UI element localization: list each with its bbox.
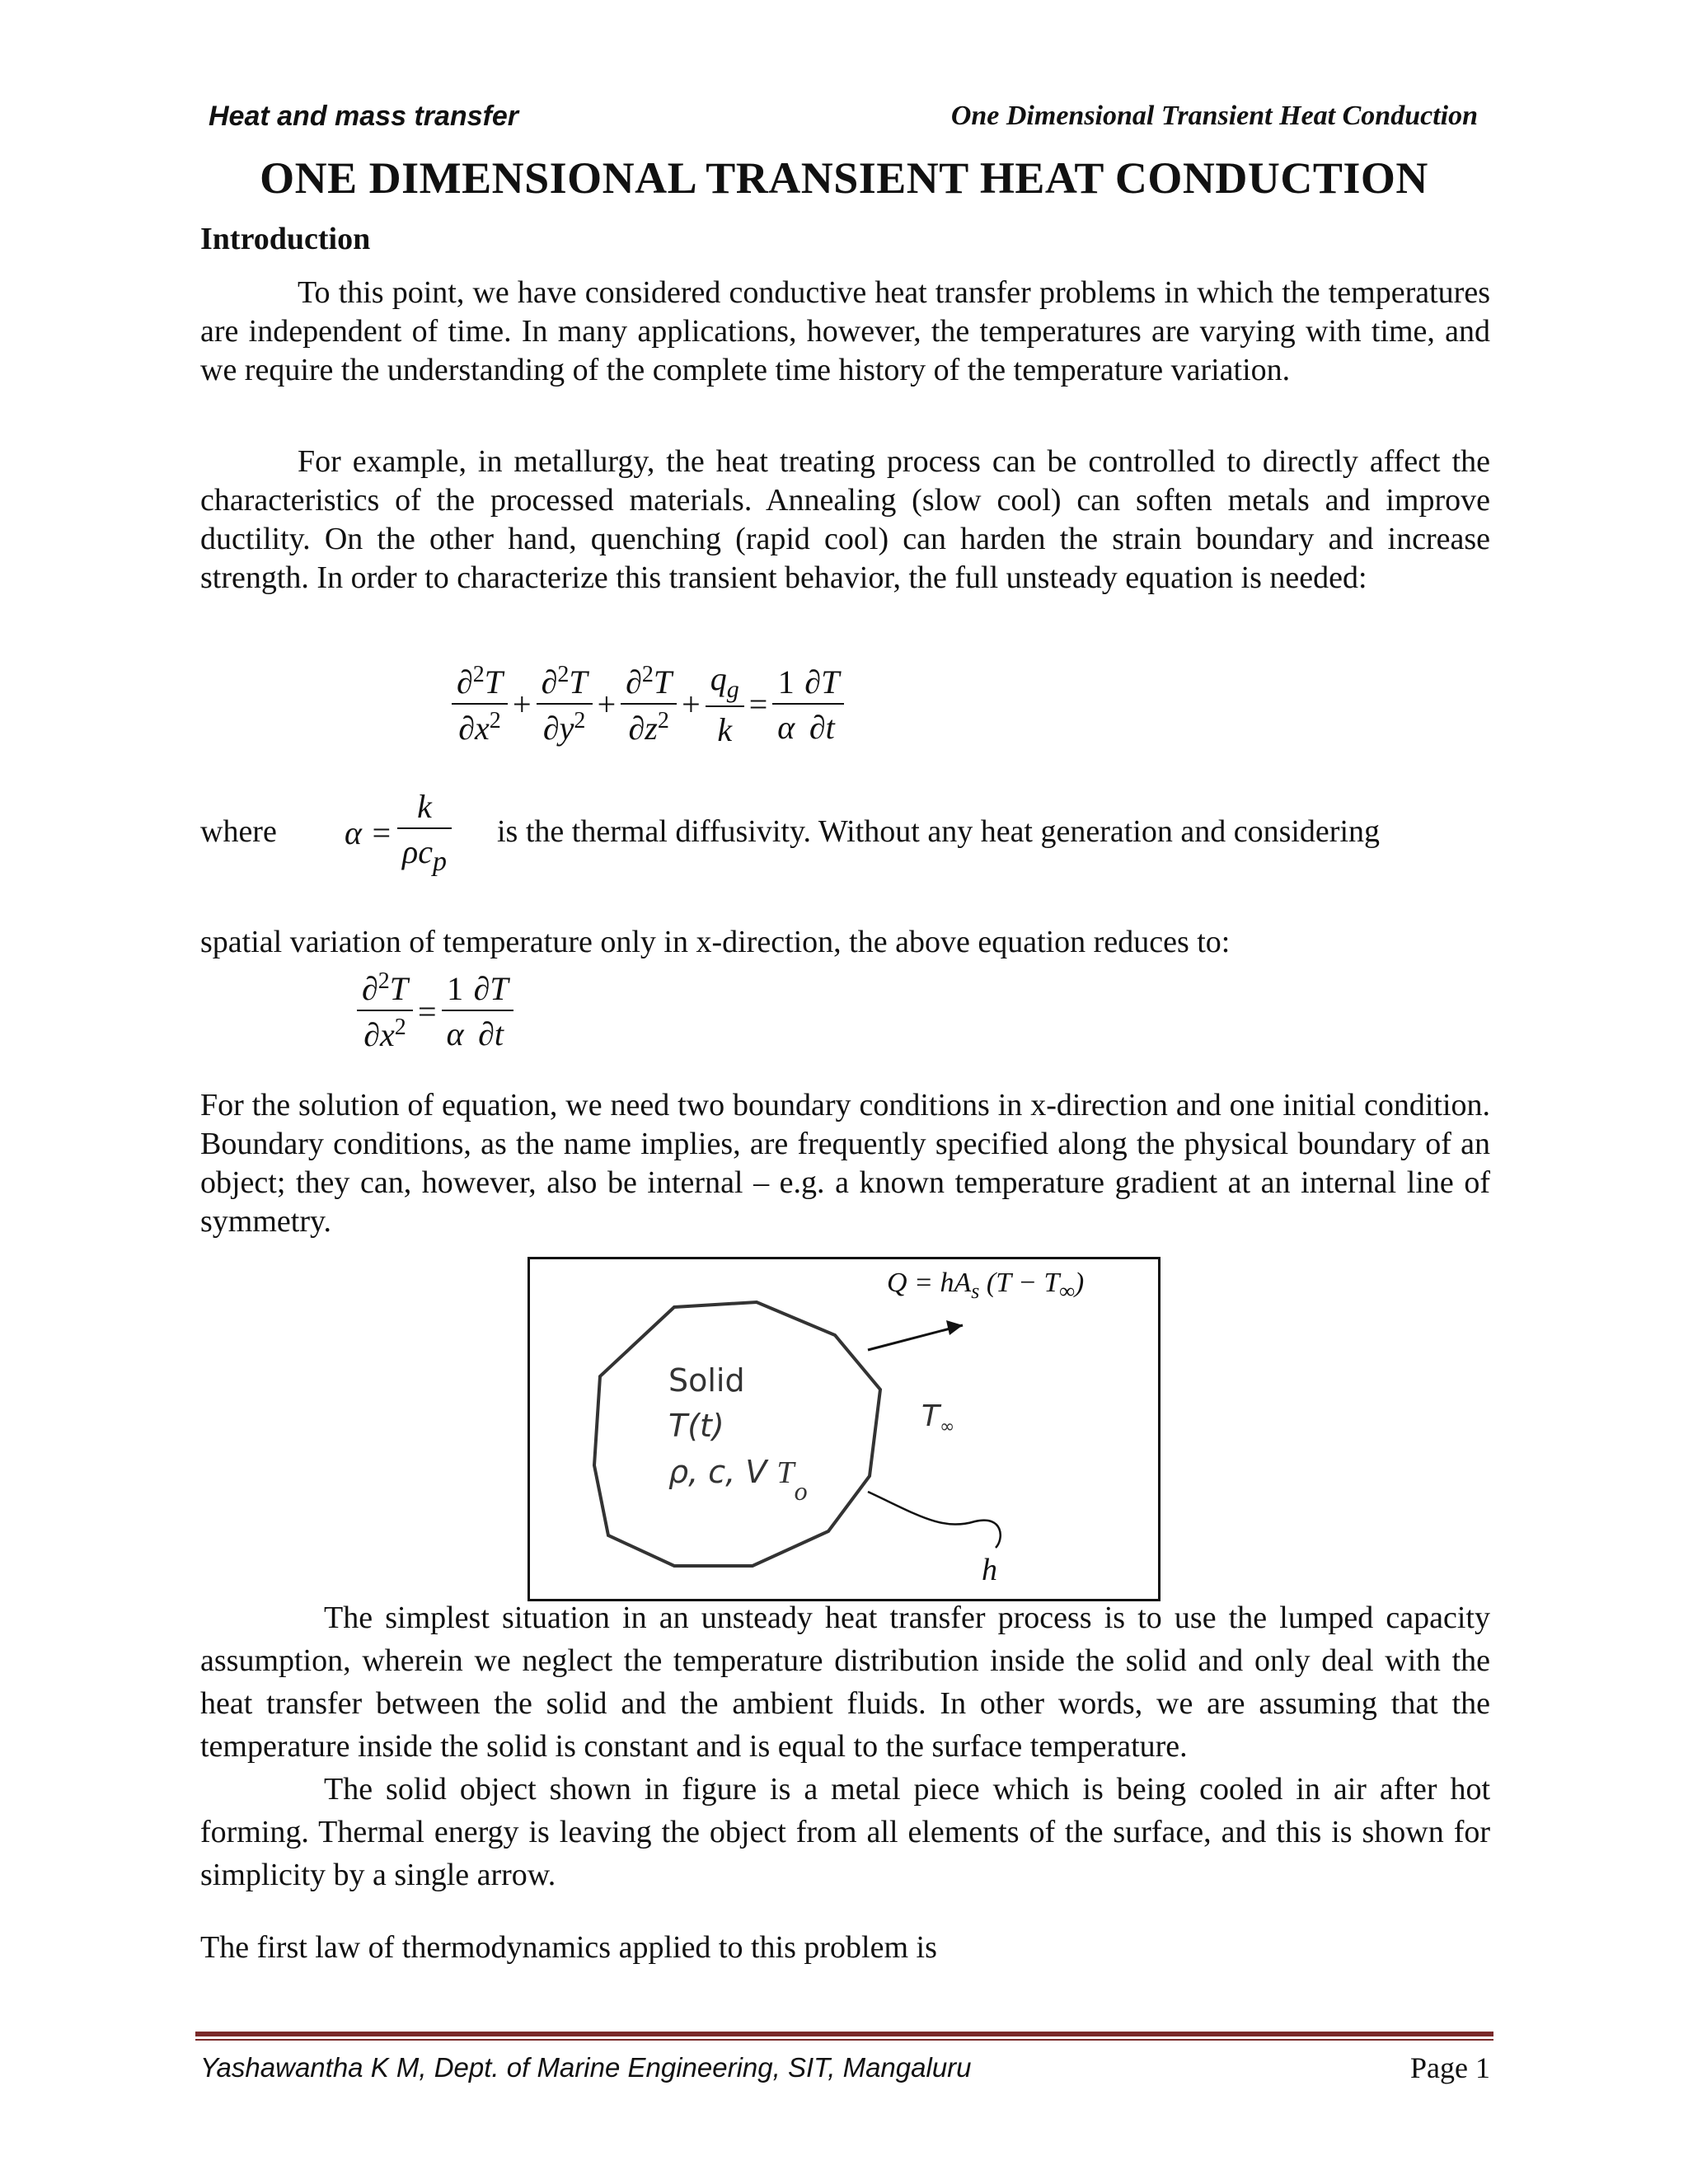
alpha-definition: α = $\frac{k}{\rho c_p}$ — [340, 787, 452, 878]
heat-rate-label: $Q = hA_s$ $(T - T_\infty)$ — [887, 1268, 1085, 1303]
paragraph-6: The solid object shown in figure is a metal piece which is being cooled in air after hot forming. Thermal energy is leaving the object from all elements of the surface, and this is shown for simplicity by a single arrow. — [200, 1772, 1490, 1892]
paragraph-2: For example, in metallurgy, the heat treating process can be controlled to directly affect the characteristics of the processed materials. Annealing (slow cool) can soften metals and improve ductility. On the other hand, quenching (rapid cool) can harden the strain boundary and increase strength. In order to characterize this transient behavior, the full unsteady equation is needed: — [200, 444, 1490, 595]
eq1-term-gen: $\frac{q_g}{k}$ — [706, 659, 744, 749]
footer-author: Yashawantha K M, Dept. of Marine Engineering, SIT, Mangaluru — [200, 2052, 972, 2083]
solid-body-outline — [594, 1302, 880, 1566]
paragraph-1: To this point, we have considered conductive heat transfer problems in which the temperatures are independent of time. In many applications, however, the temperatures are varying with time, and we require the understanding of the complete time history of the temperature variation. — [200, 275, 1490, 387]
heat-equation-1d: $\frac{\partial^2T}{\partial x^2}$ = $\frac{1}{\alpha}$ $\frac{\partial T}{\partial t}$ — [357, 968, 513, 1054]
paragraph-7: The first law of thermodynamics applied to this problem is — [200, 1930, 937, 1965]
properties-label: ρ, c, V $T_o$ — [668, 1454, 808, 1506]
eq1-rhs-deriv: $\frac{\partial T}{\partial t}$ — [799, 663, 844, 747]
ambient-temperature-label: $T_\infty$ — [921, 1399, 955, 1438]
section-heading: Introduction — [200, 222, 371, 256]
paragraph-4: For the solution of equation, we need two boundary conditions in x-direction and one initial condition. Boundary conditions, as the name implies, are frequently specified along the physical boundary of an object; they can, however, also be internal – e.g. a known temperature gradient at an internal line of symmetry. — [200, 1088, 1490, 1239]
eq1-term-x: $\frac{\partial^2T}{\partial x^2}$ — [452, 662, 508, 748]
convection-coefficient-label: h — [982, 1553, 997, 1587]
where-text: is the thermal diffusivity. Without any heat generation and considering — [497, 814, 1381, 849]
eq1-term-y: $\frac{\partial^2T}{\partial y^2}$ — [537, 662, 593, 748]
footer-rule-thin — [195, 2039, 1493, 2041]
paragraph-5: The simplest situation in an unsteady heat transfer process is to use the lumped capacity assumption, wherein we neglect the temperature distribution inside the solid and only deal with the heat transfer between the solid and the ambient fluids. In other words, we are assuming that the temperature inside the solid is constant and is equal to the surface temperature. — [200, 1601, 1490, 1764]
page-title: ONE DIMENSIONAL TRANSIENT HEAT CONDUCTION — [260, 153, 1428, 203]
eq1-rhs-coef: $\frac{1}{\alpha}$ — [772, 663, 799, 747]
paragraph-3: spatial variation of temperature only in x-direction, the above equation reduces to: — [200, 925, 1231, 959]
header-right: One Dimensional Transient Heat Conduction — [950, 101, 1478, 131]
eq1-term-z: $\frac{\partial^2T}{\partial z^2}$ — [621, 662, 677, 748]
where-label: where — [200, 814, 277, 849]
figure-drawing — [530, 1259, 1158, 1599]
header-left: Heat and mass transfer — [209, 101, 519, 132]
h-pointer-curve — [868, 1492, 1001, 1548]
lumped-capacity-figure — [528, 1257, 1160, 1601]
solid-label: Solid — [668, 1362, 745, 1399]
page-number: Page 1 — [1410, 2051, 1490, 2084]
arrow-head — [946, 1320, 963, 1335]
footer-rule-thick — [195, 2032, 1493, 2036]
temperature-function-label: T(t) — [668, 1408, 724, 1444]
heat-equation-3d: $\frac{\partial^2T}{\partial x^2}$ + $\frac{\partial^2T}{\partial y^2}$ + $\frac{\partial^2T}{\partial z^2}$ + $\frac{q_g}{k}$ = $\frac{1}{\alpha}$ $\frac{\partial T}{\partial t}$ — [452, 659, 844, 749]
